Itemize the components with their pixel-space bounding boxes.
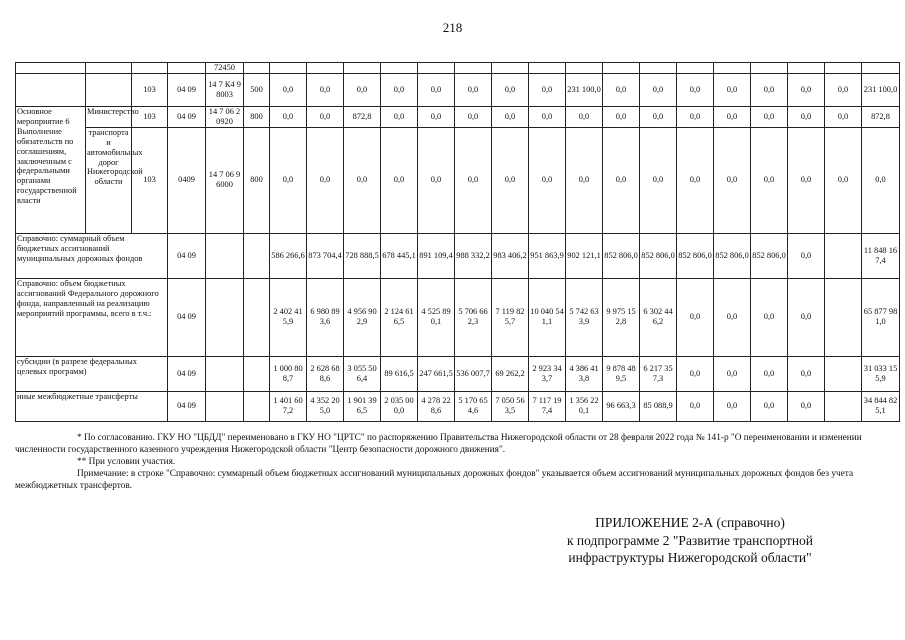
appendix-subtitle-line2: инфраструктуры Нижегородской области" [568,550,812,566]
year-value-cell: 5 706 662,3 [455,278,492,356]
year-value-cell: 0,0 [418,74,455,107]
year-value-cell [270,63,307,74]
year-value-cell: 10 040 541,1 [529,278,566,356]
year-value-cell: 0,0 [751,127,788,233]
footnotes [15,433,889,492]
year-value-cell: 0,0 [270,74,307,107]
year-value-cell: 0,0 [307,74,344,107]
table-row [16,391,900,421]
executor-cell [86,74,132,107]
executor-cell [86,63,132,74]
year-value-cell: 0,0 [270,107,307,128]
year-value-cell: 0,0 [751,278,788,356]
year-value-cell: 0,0 [825,74,862,107]
year-value-cell [825,391,862,421]
year-value-cell: 0,0 [825,107,862,128]
year-value-cell: 852 806,0 [603,233,640,278]
year-value-cell: 7 117 197,4 [529,391,566,421]
year-value-cell: 0,0 [529,74,566,107]
year-value-cell [825,63,862,74]
year-value-cell [566,63,603,74]
year-value-cell: 0,0 [677,74,714,107]
total-cell [862,63,900,74]
footnote-participation: ** При условии участия. [77,456,176,467]
year-value-cell: 0,0 [603,107,640,128]
table-row [16,278,900,356]
table-row [16,233,900,278]
appendix-subtitle-line1: к подпрограмме 2 "Развитие транспортной [566,532,814,548]
year-value-cell [677,63,714,74]
year-value-cell: 0,0 [529,107,566,128]
page-number: 218 [442,20,463,35]
year-value-cell: 89 616,5 [381,356,418,391]
footnote-agreement: * По согласованию. ГКУ НО "ЦБДД" переименовано в ГКУ НО "ЦРТС" по распоряжению Правительства Нижегородской области от 28 февраля 2022 года № 141-р "О переименовании и изменении численности государственного казенного учреждения Нижегородской области "Центр безопасности дорожного движения". [15,433,862,455]
csr-cell [206,356,244,391]
year-value-cell: 0,0 [307,107,344,128]
year-value-cell: 0,0 [640,74,677,107]
appendix-heading [520,514,860,567]
csr-cell [206,391,244,421]
rzpr-cell: 04 09 [168,356,206,391]
year-value-cell: 6 302 446,2 [640,278,677,356]
year-value-cell: 1 356 220,1 [566,391,603,421]
year-value-cell: 0,0 [418,107,455,128]
year-value-cell: 2 402 415,9 [270,278,307,356]
year-value-cell: 0,0 [603,127,640,233]
year-value-cell: 852 806,0 [751,233,788,278]
rzpr-cell: 04 09 [168,107,206,128]
table-row [16,107,900,128]
total-cell: 34 844 825,1 [862,391,900,421]
year-value-cell: 678 445,1 [381,233,418,278]
vr-cell [244,278,270,356]
year-value-cell: 0,0 [714,391,751,421]
year-value-cell: 0,0 [751,107,788,128]
year-value-cell: 0,0 [788,127,825,233]
year-value-cell: 1 901 396,5 [344,391,381,421]
year-value-cell: 1 000 808,7 [270,356,307,391]
vr-cell [244,356,270,391]
year-value-cell: 2 628 688,6 [307,356,344,391]
rzpr-cell: 04 09 [168,233,206,278]
year-value-cell: 0,0 [640,107,677,128]
table-row [16,74,900,107]
year-value-cell: 0,0 [381,74,418,107]
measure-name-cell: Основное мероприятие 6 Выполнение обязательств по соглашениям, заключенным с федеральными органами государственной власти [16,107,86,234]
grbs-cell [132,63,168,74]
total-cell: 872,8 [862,107,900,128]
year-value-cell: 0,0 [455,74,492,107]
year-value-cell: 0,0 [344,127,381,233]
csr-cell [206,278,244,356]
year-value-cell: 2 923 343,7 [529,356,566,391]
year-value-cell [640,63,677,74]
year-value-cell: 9 975 152,8 [603,278,640,356]
year-value-cell: 0,0 [307,127,344,233]
year-value-cell: 4 525 890,1 [418,278,455,356]
rzpr-cell: 0409 [168,127,206,233]
year-value-cell [529,63,566,74]
year-value-cell: 0,0 [751,391,788,421]
year-value-cell: 0,0 [492,74,529,107]
year-value-cell: 728 888,5 [344,233,381,278]
csr-cell [206,233,244,278]
vr-cell: 800 [244,107,270,128]
year-value-cell: 0,0 [788,107,825,128]
measure-name-cell: Справочно: суммарный объем бюджетных ассигнований муниципальных дорожных фондов [16,233,168,278]
year-value-cell: 0,0 [640,127,677,233]
year-value-cell: 2 124 616,5 [381,278,418,356]
year-value-cell: 0,0 [677,356,714,391]
year-value-cell: 96 663,3 [603,391,640,421]
vr-cell: 500 [244,74,270,107]
vr-cell [244,63,270,74]
footnote-remark: Примечание: в строке "Справочно: суммарный объем бюджетных ассигнований муниципальных дорожных фондов" указывается объем ассигнований муниципальных дорожных фондов без учета межбюджетных трансфертов. [15,468,854,491]
year-value-cell: 0,0 [381,127,418,233]
year-value-cell: 0,0 [270,127,307,233]
year-value-cell: 0,0 [455,107,492,128]
measure-name-cell: субсидии (в разрезе федеральных целевых программ) [16,356,168,391]
year-value-cell: 0,0 [603,74,640,107]
year-value-cell: 873 704,4 [307,233,344,278]
year-value-cell: 0,0 [714,127,751,233]
year-value-cell [714,63,751,74]
year-value-cell: 4 352 205,0 [307,391,344,421]
year-value-cell: 852 806,0 [714,233,751,278]
csr-cell: 14 7 06 20920 [206,107,244,128]
total-cell: 31 033 155,9 [862,356,900,391]
year-value-cell [825,356,862,391]
table-row [16,356,900,391]
year-value-cell: 0,0 [418,127,455,233]
year-value-cell [492,63,529,74]
csr-cell: 14 7 06 96000 [206,127,244,233]
year-value-cell: 1 401 607,2 [270,391,307,421]
year-value-cell [307,63,344,74]
year-value-cell: 0,0 [788,356,825,391]
year-value-cell: 586 266,6 [270,233,307,278]
year-value-cell: 9 878 489,5 [603,356,640,391]
year-value-cell: 4 278 228,6 [418,391,455,421]
year-value-cell: 0,0 [677,107,714,128]
year-value-cell: 0,0 [788,278,825,356]
year-value-cell: 0,0 [492,127,529,233]
budget-table [15,62,900,422]
year-value-cell: 891 109,4 [418,233,455,278]
appendix-title: ПРИЛОЖЕНИЕ 2-А (справочно) [595,515,785,530]
year-value-cell: 0,0 [714,74,751,107]
year-value-cell: 5 742 633,9 [566,278,603,356]
year-value-cell: 0,0 [788,391,825,421]
year-value-cell: 0,0 [788,74,825,107]
year-value-cell: 247 661,5 [418,356,455,391]
year-value-cell: 0,0 [677,391,714,421]
executor-cell: транспорта и автомобильных дорог Нижегородской области [86,127,132,233]
year-value-cell: 0,0 [677,278,714,356]
year-value-cell: 0,0 [529,127,566,233]
year-value-cell: 0,0 [566,107,603,128]
year-value-cell: 7 050 563,5 [492,391,529,421]
year-value-cell: 0,0 [788,233,825,278]
year-value-cell [751,63,788,74]
year-value-cell: 5 170 654,6 [455,391,492,421]
year-value-cell: 951 863,9 [529,233,566,278]
year-value-cell: 0,0 [751,74,788,107]
vr-cell: 800 [244,127,270,233]
vr-cell [244,391,270,421]
year-value-cell: 0,0 [344,74,381,107]
year-value-cell: 0,0 [751,356,788,391]
year-value-cell: 983 406,2 [492,233,529,278]
table-row [16,127,900,233]
year-value-cell [455,63,492,74]
measure-name-cell: Справочно: объем бюджетных ассигнований Федерального дорожного фонда, направленный на реализацию мероприятий программы, всего в т.ч.: [16,278,168,356]
year-value-cell: 7 119 825,7 [492,278,529,356]
year-value-cell: 0,0 [714,278,751,356]
table-row [16,63,900,74]
year-value-cell [825,233,862,278]
grbs-cell: 103 [132,107,168,128]
year-value-cell: 231 100,0 [566,74,603,107]
year-value-cell: 852 806,0 [677,233,714,278]
csr-cell: 72450 [206,63,244,74]
year-value-cell: 0,0 [381,107,418,128]
year-value-cell: 872,8 [344,107,381,128]
year-value-cell: 0,0 [455,127,492,233]
rzpr-cell: 04 09 [168,278,206,356]
year-value-cell: 0,0 [566,127,603,233]
rzpr-cell [168,63,206,74]
rzpr-cell: 04 09 [168,391,206,421]
year-value-cell [418,63,455,74]
total-cell: 11 848 167,4 [862,233,900,278]
year-value-cell: 69 262,2 [492,356,529,391]
year-value-cell: 6 980 893,6 [307,278,344,356]
vr-cell [244,233,270,278]
total-cell: 231 100,0 [862,74,900,107]
measure-name-cell [16,74,86,107]
year-value-cell: 0,0 [492,107,529,128]
year-value-cell: 0,0 [677,127,714,233]
year-value-cell: 852 806,0 [640,233,677,278]
year-value-cell: 0,0 [714,107,751,128]
total-cell: 0,0 [862,127,900,233]
year-value-cell: 2 035 000,0 [381,391,418,421]
year-value-cell: 0,0 [714,356,751,391]
year-value-cell: 536 007,7 [455,356,492,391]
year-value-cell: 3 055 506,4 [344,356,381,391]
year-value-cell [381,63,418,74]
total-cell: 65 877 981,0 [862,278,900,356]
csr-cell: 14 7 К4 98003 [206,74,244,107]
year-value-cell [344,63,381,74]
year-value-cell: 4 386 413,8 [566,356,603,391]
year-value-cell: 85 088,9 [640,391,677,421]
year-value-cell: 988 332,2 [455,233,492,278]
grbs-cell: 103 [132,74,168,107]
year-value-cell [603,63,640,74]
year-value-cell: 6 217 357,3 [640,356,677,391]
executor-cell: Министерство [86,107,132,128]
measure-name-cell [16,63,86,74]
year-value-cell [825,278,862,356]
year-value-cell: 4 956 902,9 [344,278,381,356]
rzpr-cell: 04 09 [168,74,206,107]
measure-name-cell: иные межбюджетные трансферты [16,391,168,421]
year-value-cell: 902 121,1 [566,233,603,278]
year-value-cell [788,63,825,74]
year-value-cell: 0,0 [825,127,862,233]
grbs-cell: 103 [132,127,168,233]
